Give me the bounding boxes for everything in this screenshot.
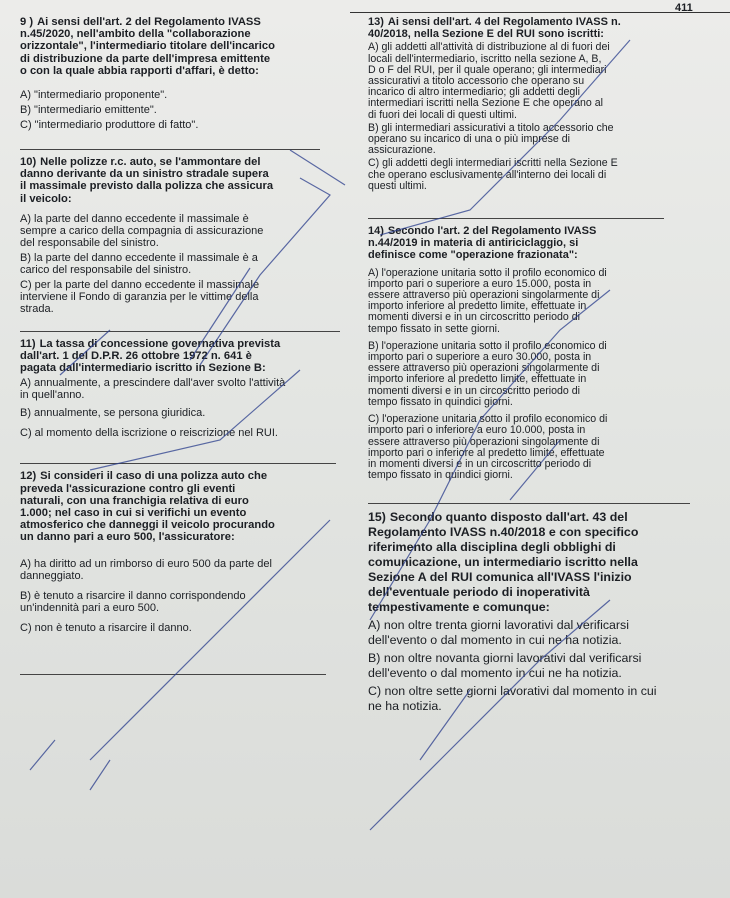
answer-option: A) ha diritto ad un rimborso di euro 500 da parte del danneggiato. (20, 557, 272, 582)
answer-option: C) "intermediario produttore di fatto". (20, 119, 199, 132)
pen-stroke (90, 760, 110, 790)
answer-option: C) non oltre sette giorni lavorativi dal momento in cui ne ha notizia. (368, 684, 657, 714)
answer-option: B) gli intermediari assicurativi a titolo accessorio che operano su incarico di una o più imprese di assicurazione. (368, 121, 614, 157)
pen-stroke (30, 740, 55, 770)
answer-option: A) la parte del danno eccedente il massimale è sempre a carico della compagnia di assicurazione del responsabile del sinistro. (20, 212, 264, 249)
question-body: Nelle polizze r.c. auto, se l'ammontare del danno derivante da un sinistro stradale supera il massimale previsto dalla polizza che assicura il veicolo: (20, 156, 274, 205)
page-number: 411 (675, 2, 693, 14)
answer-option: B) "intermediario emittente". (20, 104, 157, 117)
header-rule (350, 12, 730, 13)
divider (20, 463, 336, 464)
answer-option: A) annualmente, a prescindere dall'aver svolto l'attività in quell'anno. (20, 377, 286, 402)
question-12 (20, 470, 338, 633)
answer-option: A) l'operazione unitaria sotto il profilo economico di importo pari o superiore a euro 15.000, posta in essere attraverso più operazioni singolarmente di importo inferiore al predetto limite, effettuate in momenti diversi e in un circoscritto periodo di tempo fissato in sette giorni. (368, 266, 607, 335)
answer-option: A) non oltre trenta giorni lavorativi dal verificarsi dell'evento o dal momento in cui ne ha notizia. (368, 618, 630, 648)
question-text (368, 225, 688, 262)
divider (368, 218, 664, 219)
question-11 (20, 338, 338, 440)
divider (20, 674, 326, 675)
answer-option: B) annualmente, se persona giuridica. (20, 407, 206, 420)
question-15 (368, 510, 688, 714)
question-body: Ai sensi dell'art. 2 del Regolamento IVASS n.45/2020, nell'ambito della "collaborazione orizzontale", l'intermediario titolare dell'incarico di distribuzione da parte dell'impresa emittente o con la quale abbia rapporti d'affari, è detto: (20, 16, 275, 77)
question-9 (20, 16, 338, 131)
divider (20, 149, 320, 150)
left-column (20, 16, 338, 681)
question-number: 9 ) (20, 16, 34, 28)
answer-option: C) non è tenuto a risarcire il danno. (20, 621, 192, 634)
question-text (20, 470, 338, 543)
question-number: 14) (368, 225, 384, 238)
question-body: La tassa di concessione governativa prevista dall'art. 1 del D.P.R. 26 ottobre 1972 n. 641 è pagata dall'intermediario iscritto in Sezione B: (20, 337, 281, 375)
answer-option: C) al momento della iscrizione o reiscrizione nel RUI. (20, 427, 278, 440)
question-body: Secondo quanto disposto dall'art. 43 del Regolamento IVASS n.40/2018 e con specifico riferimento alla disciplina degli obblighi di comunicazione, un intermediario iscritto nella Sezione A del RUI comunica all'IVASS l'inizio dell'eventuale periodo di inoperatività tempestivamente e comunque: (368, 510, 639, 615)
question-14 (368, 225, 688, 481)
question-text (20, 16, 338, 77)
answer-option: B) è tenuto a risarcire il danno corrispondendo un'indennità pari a euro 500. (20, 589, 246, 614)
question-number: 15) (368, 510, 386, 525)
question-number: 13) (368, 16, 384, 28)
divider (368, 503, 690, 504)
question-number: 11) (20, 337, 36, 350)
answer-option: C) per la parte del danno eccedente il massimale interviene il Fondo di garanzia per le vittime della strada. (20, 278, 260, 315)
question-text (368, 510, 688, 615)
right-column (368, 16, 688, 722)
answer-option: A) "intermediario proponente". (20, 89, 168, 102)
answer-option: B) non oltre novanta giorni lavorativi dal verificarsi dell'evento o dal momento in cui ne ha notizia. (368, 651, 642, 681)
answer-option: A) gli addetti all'attività di distribuzione al di fuori dei locali dell'intermediario, iscritto nella sezione A, B, D o F del RUI, per il quale operano; gli intermediari assicurativi a titolo accessorio che operano su incarico di altro intermediario; gli addetti degli intermediari iscritti nella Sezione E che operano al di fuori dei locali di questi ultimi. (368, 41, 610, 121)
divider (20, 331, 340, 332)
question-body: Ai sensi dell'art. 4 del Regolamento IVASS n. 40/2018, nella Sezione E del RUI sono iscritti: (368, 16, 621, 41)
answer-option: C) gli addetti degli intermediari iscritti nella Sezione E che operano esclusivamente all'interno dei locali di questi ultimi. (368, 157, 618, 192)
answer-option: B) la parte del danno eccedente il massimale è a carico del responsabile del sinistro. (20, 251, 258, 276)
question-number: 12) (20, 470, 37, 483)
question-text (20, 156, 338, 205)
question-10 (20, 156, 338, 315)
question-body: Si consideri il caso di una polizza auto che preveda l'assicurazione contro gli eventi naturali, con una franchigia relativa di euro 1.000; nel caso in cui si verifichi un evento atmosferico che danneggi il veicolo procurando un danno pari a euro 500, l'assicuratore: (20, 470, 275, 544)
question-text (20, 338, 338, 375)
question-number: 10) (20, 156, 37, 169)
question-text (368, 16, 688, 40)
question-body: Secondo l'art. 2 del Regolamento IVASS n.44/2019 in materia di antiriciclaggio, si definisce come "operazione frazionata": (368, 225, 597, 262)
question-13 (368, 16, 688, 192)
answer-option: B) l'operazione unitaria sotto il profilo economico di importo pari o superiore a euro 30.000, posta in essere attraverso più operazioni singolarmente di importo inferiore al predetto limite, effettuate in momenti diversi e in un circoscritto periodo di tempo fissato in quindici giorni. (368, 339, 607, 408)
answer-option: C) l'operazione unitaria sotto il profilo economico di importo pari o inferiore a euro 10.000, posta in essere attraverso più operazioni singolarmente di importo pari o inferiore al predetto limite, effettuate in momenti diversi e in un circoscritto periodo di tempo fissato in quindici giorni. (368, 413, 608, 482)
